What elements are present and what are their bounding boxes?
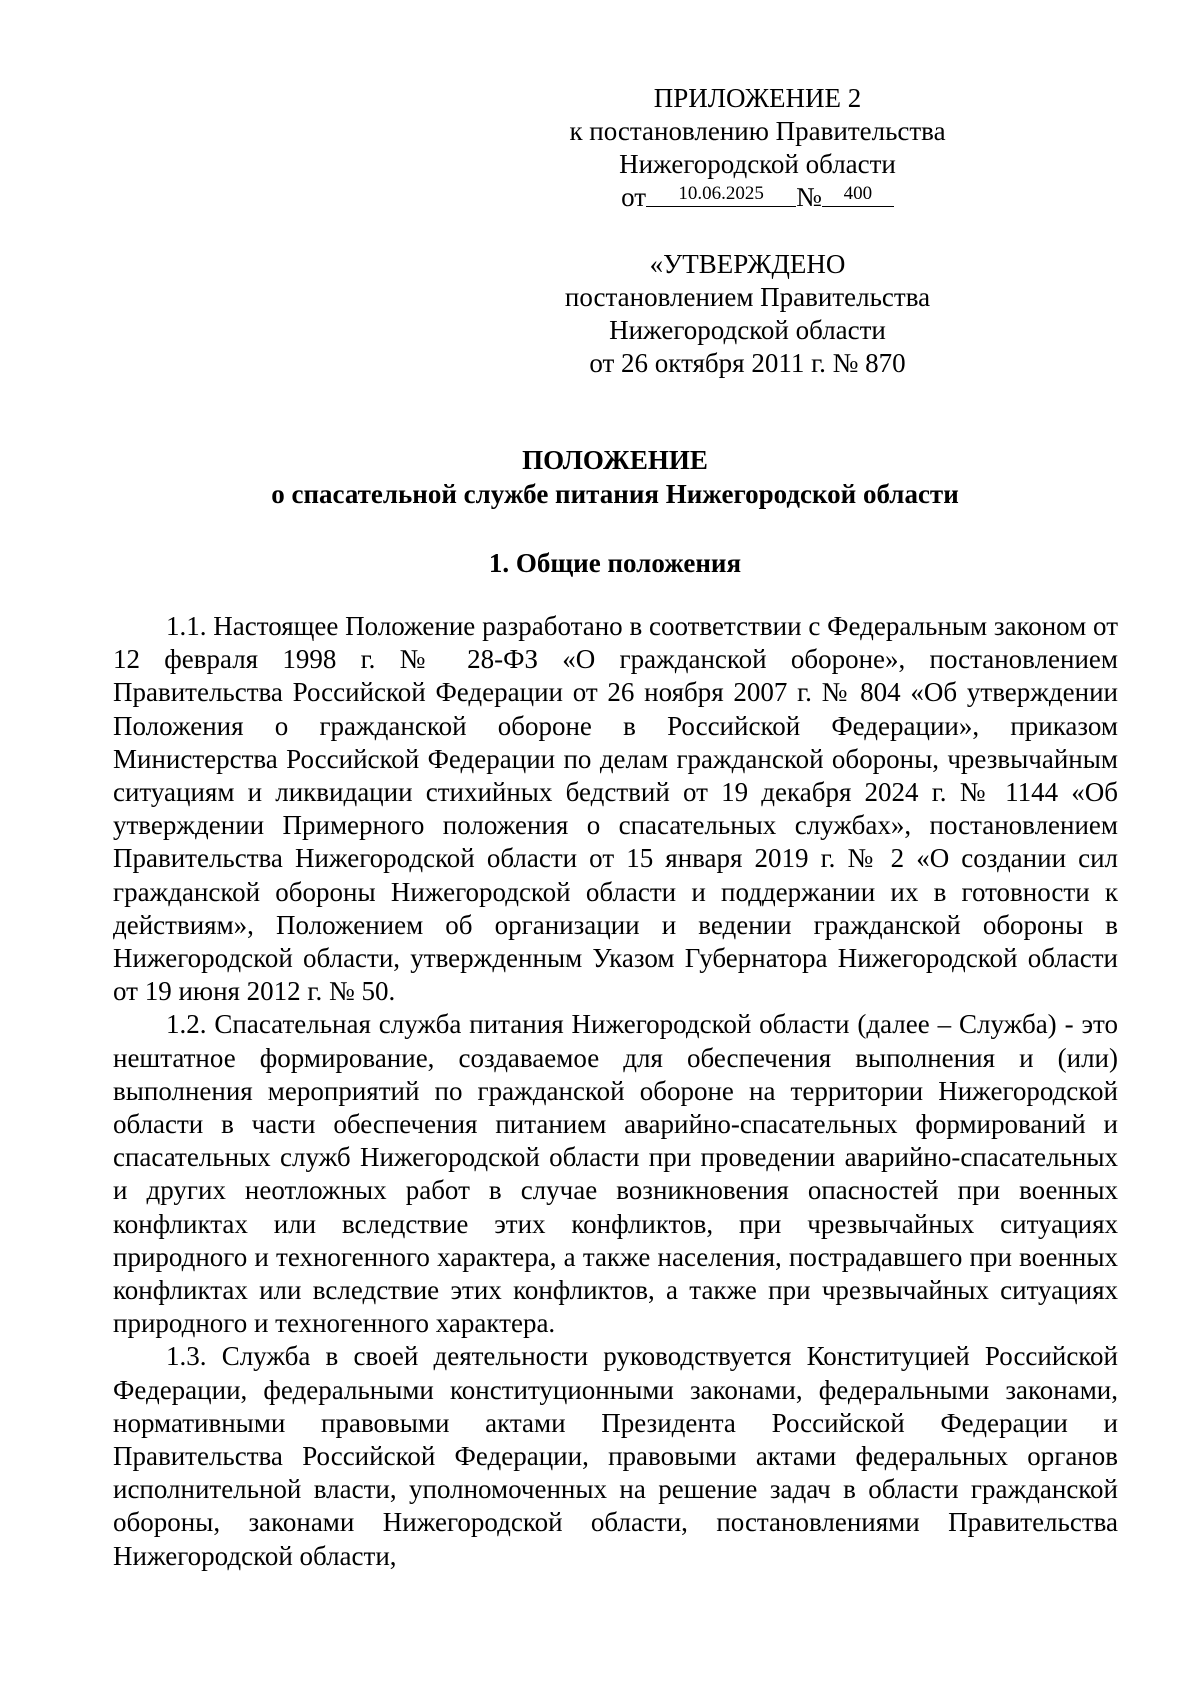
document-body [113, 610, 1118, 1573]
appendix-date-line [560, 181, 955, 214]
approved-stamp [540, 248, 955, 380]
approved-by: постановлением Правительства [564, 282, 931, 312]
date-field: 10.06.2025 [646, 182, 796, 207]
number-prefix: № [796, 182, 822, 212]
date-prefix: от [621, 182, 647, 212]
appendix-number: ПРИЛОЖЕНИЕ 2 [653, 83, 862, 113]
paragraph-1-2: 1.2. Спасательная служба питания Нижегородской области (далее – Служба) - это нештатное формирование, создаваемое для обеспечения выполнения и (или) выполнения мероприятий по гражданской обороне на территории Нижегородской области в части обеспечения питанием аварийно-спасательных формирований и спасательных служб Нижегородской области при проведении аварийно-спасательных и других неотложных работ в случае возникновения опасностей при военных конфликтах или вследствие этих конфликтов, при чрезвычайных ситуациях природного и техногенного характера, а также населения, пострадавшего при военных конфликтах или вследствие этих конфликтов, а также при чрезвычайных ситуациях природного и техногенного характера. [113, 1009, 1118, 1339]
approved-date: от 26 октября 2011 г. № 870 [589, 348, 906, 378]
paragraph-1-3: 1.3. Служба в своей деятельности руководствуется Конституцией Российской Федерации, федеральными конституционными законами, федеральными законами, нормативными правовыми актами Президента Российской Федерации и Правительства Российской Федерации, правовыми актами федеральных органов исполнительной власти, уполномоченных на решение задач в области гражданской обороны, законами Нижегородской области, постановлениями Правительства Нижегородской области, [113, 1341, 1118, 1571]
document-subtitle: о спасательной службе питания Нижегородской области [271, 479, 959, 509]
appendix-region: Нижегородской области [619, 149, 896, 179]
section-heading: 1. Общие положения [488, 548, 742, 578]
approved-label: «УТВЕРЖДЕНО [649, 249, 846, 279]
number-field: 400 [822, 182, 894, 207]
appendix-header [560, 82, 955, 214]
document-title: ПОЛОЖЕНИЕ [522, 445, 708, 475]
paragraph-1-1: 1.1. Настоящее Положение разработано в соответствии с Федеральным законом от 12 февраля 1998 г. № 28-ФЗ «О гражданской обороне», постановлением Правительства Российской Федерации от 26 ноября 2007 г. № 804 «Об утверждении Положения о гражданской обороне в Российской Федерации», приказом Министерства Российской Федерации по делам гражданской обороны, чрезвычайным ситуациям и ликвидации стихийных бедствий от 19 декабря 2024 г. № 1144 «Об утверждении Примерного положения о спасательных службах», постановлением Правительства Нижегородской области от 15 января 2019 г. № 2 «О создании сил гражданской обороны Нижегородской области и поддержании их в готовности к действиям», Положением об организации и ведении гражданской обороны в Нижегородской области, утвержденным Указом Губернатора Нижегородской области от 19 июня 2012 г. № 50. [113, 611, 1118, 1007]
appendix-reference: к постановлению Правительства [569, 116, 946, 146]
approved-region: Нижегородской области [609, 315, 886, 345]
